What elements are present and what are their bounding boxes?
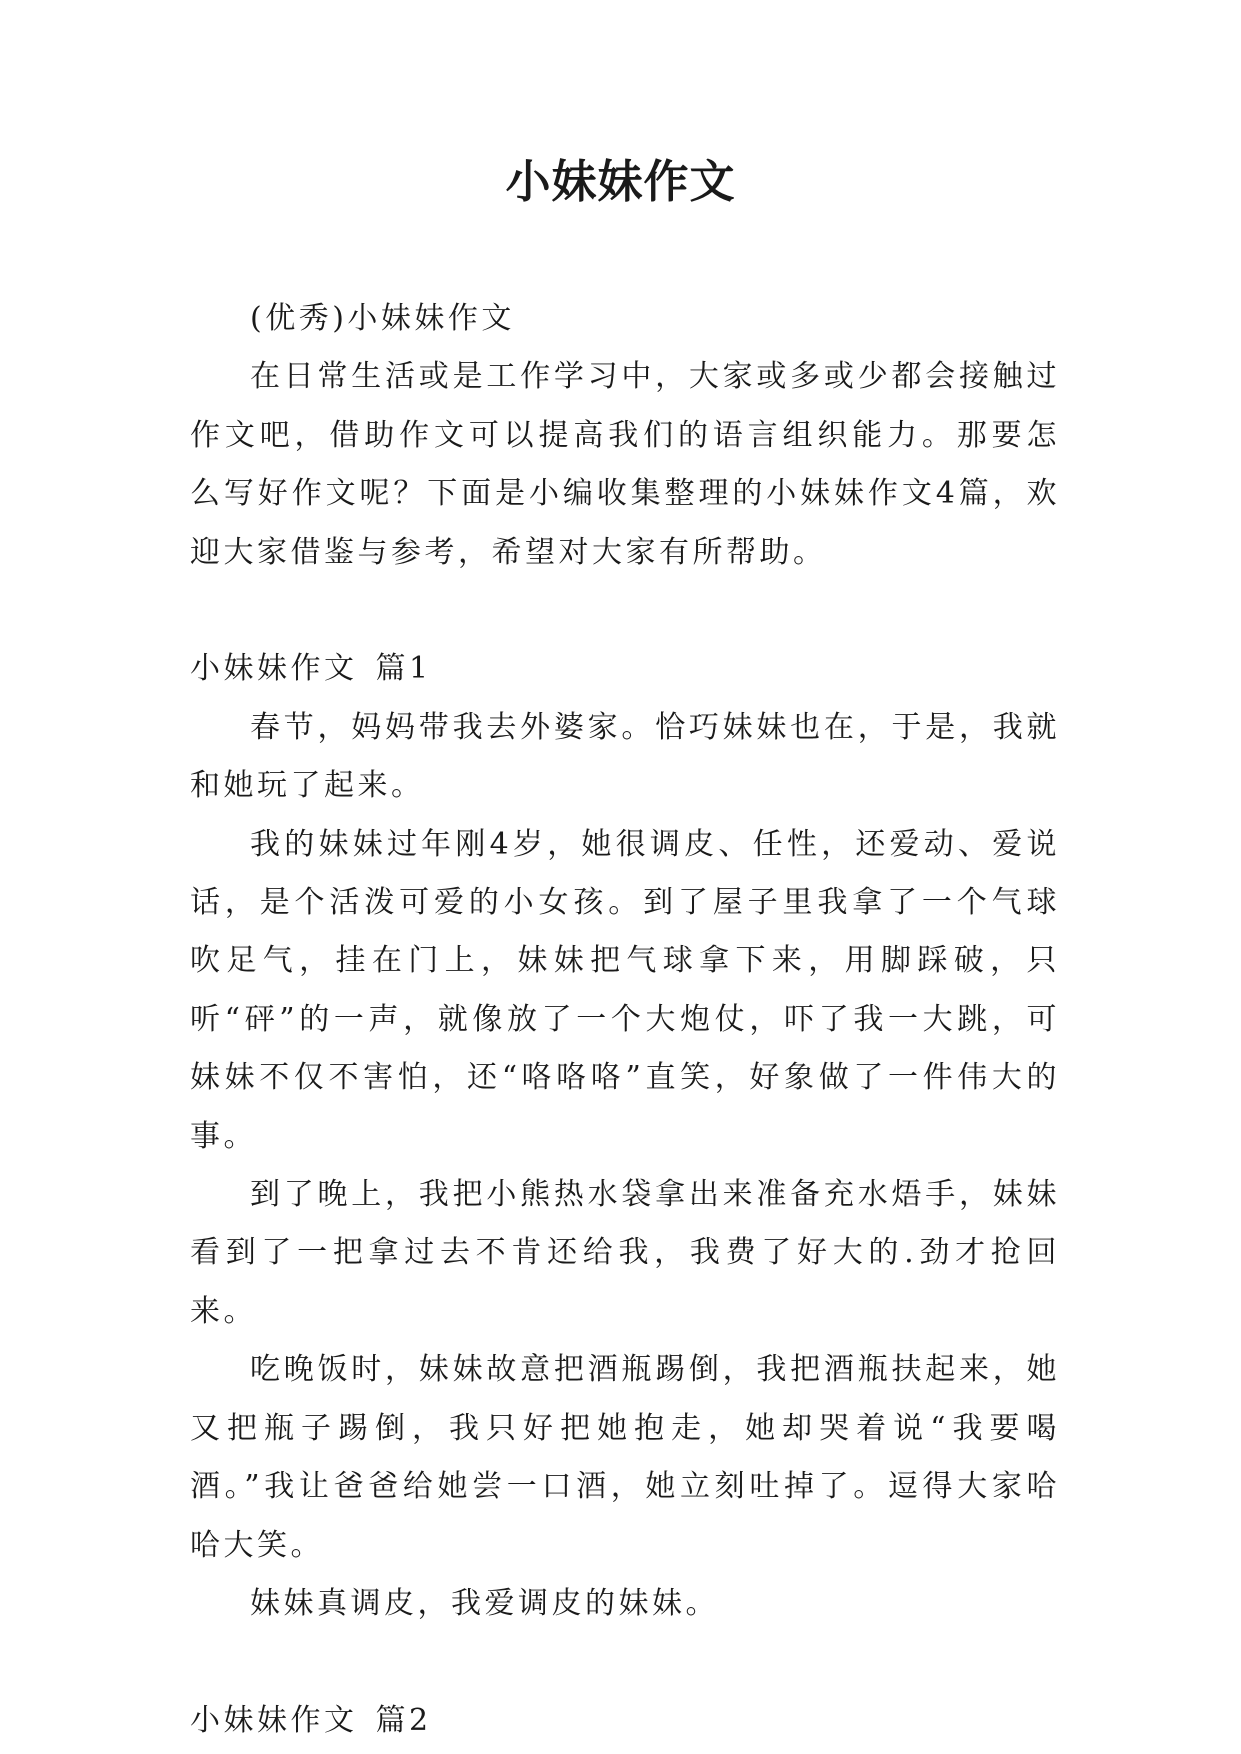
paragraph: 春节，妈妈带我去外婆家。恰巧妹妹也在，于是，我就和她玩了起来。 (190, 709, 1060, 804)
paragraph: 到了晚上，我把小熊热水袋拿出来准备充水焐手，妹妹看到了一把拿过去不肯还给我，我费了好大的.劲才抢回来。 (190, 1177, 1060, 1329)
paragraph: 我的妹妹过年刚4岁，她很调皮、任性，还爱动、爱说话，是个活泼可爱的小女孩。到了屋子里我拿了一个气球吹足气，挂在门上，妹妹把气球拿下来，用脚踩破，只听“砰”的一声，就像放了一个大炮仗，吓了我一大跳，可妹妹不仅不害怕，还“咯咯咯”直笑，好象做了一件伟大的事。 (190, 826, 1060, 1154)
section-heading-2 (190, 1692, 1060, 1750)
intro-paragraph: 在日常生活或是工作学习中，大家或多或少都会接触过作文吧，借助作文可以提高我们的语言组织能力。那要怎么写好作文呢？下面是小编收集整理的小妹妹作文4篇，欢迎大家借鉴与参考，希望对大家有所帮助。 (190, 359, 1060, 570)
section-heading-text: 小妹妹作文 (190, 651, 358, 687)
section-heading-text: 小妹妹作文 (190, 1702, 358, 1738)
document-subtitle: (优秀)小妹妹作文 (250, 301, 515, 336)
section-number: 篇1 (375, 651, 432, 687)
document-title: 小妹妹作文 (505, 155, 736, 208)
section-heading-1 (190, 640, 1060, 698)
paragraph: 妹妹真调皮，我爱调皮的妹妹。 (250, 1585, 719, 1621)
section-number: 篇2 (375, 1702, 432, 1738)
paragraph: 吃晚饭时，妹妹故意把酒瓶踢倒，我把酒瓶扶起来，她又把瓶子踢倒，我只好把她抱走，她却哭着说“我要喝酒。”我让爸爸给她尝一口酒，她立刻吐掉了。逗得大家哈哈大笑。 (190, 1352, 1060, 1563)
document-body (190, 290, 1060, 1750)
